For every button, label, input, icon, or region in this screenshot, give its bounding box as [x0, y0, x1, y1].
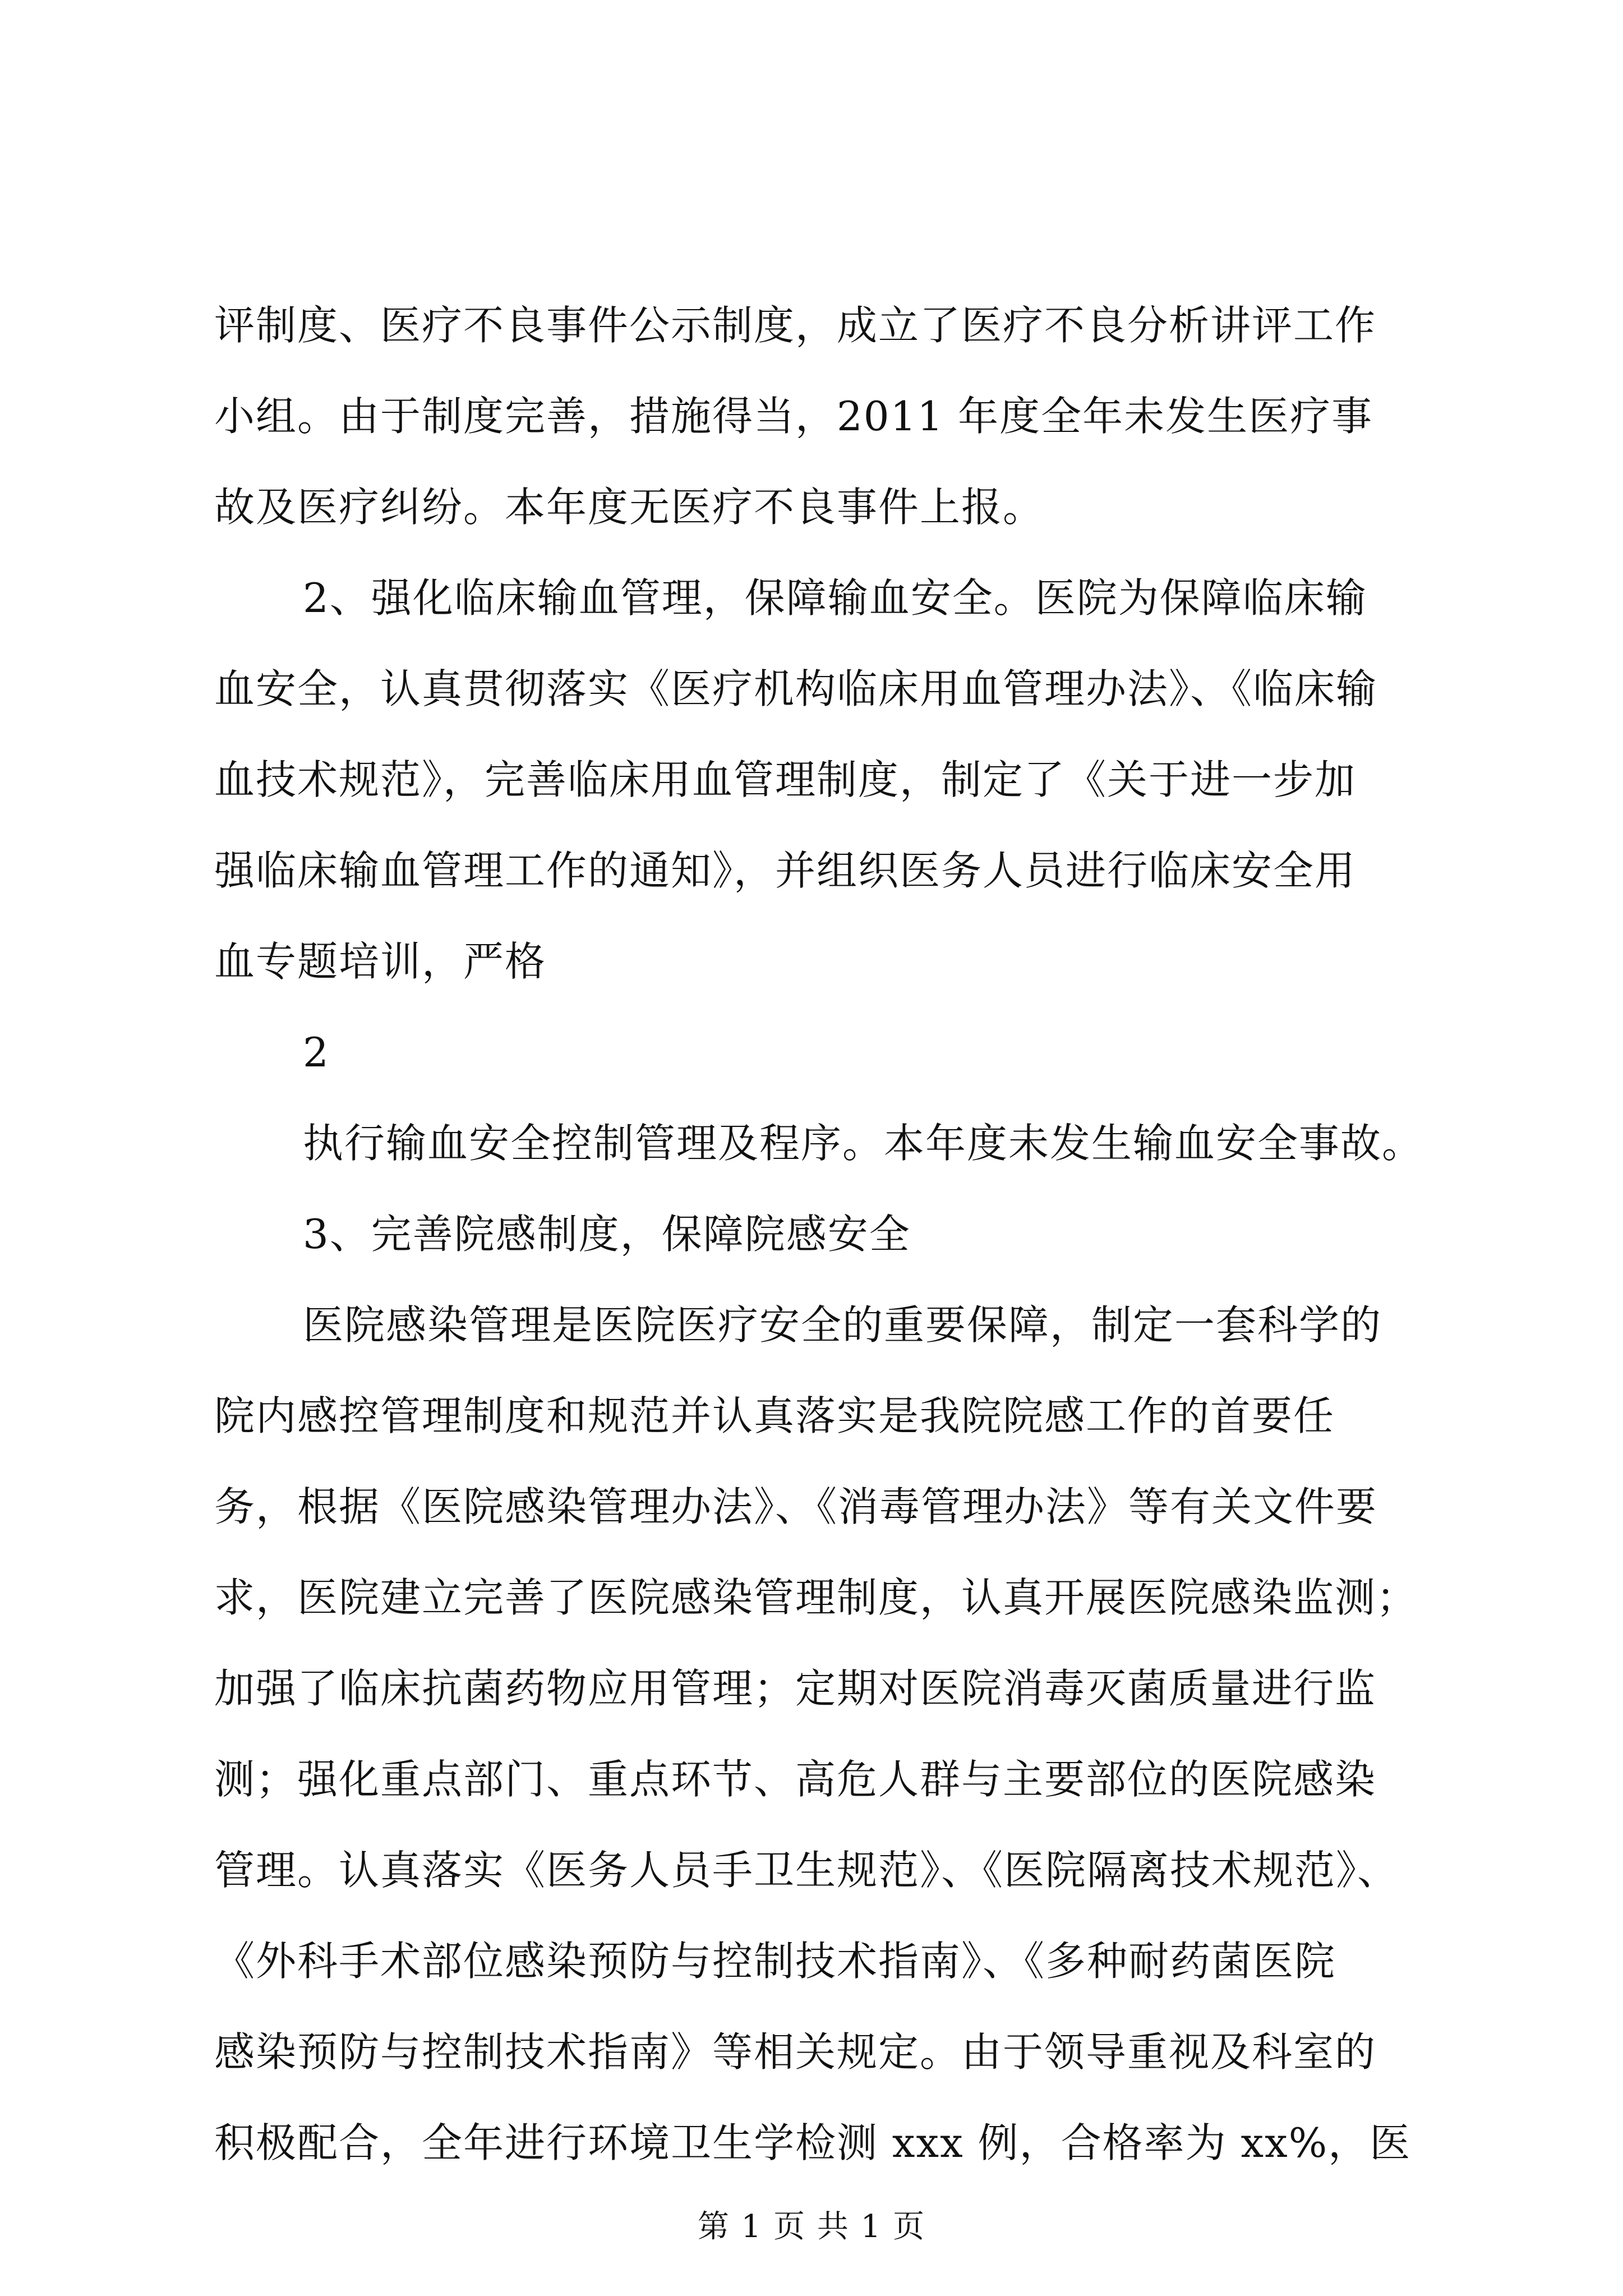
text-line: 血专题培训，严格 [214, 938, 547, 985]
text-line: 血安全，认真贯彻落实《医疗机构临床用血管理办法》、《临床输 [214, 665, 1378, 712]
text-line: 医院感染管理是医院医疗安全的重要保障，制定一套科学的 [303, 1301, 1382, 1349]
text-line: 强临床输血管理工作的通知》，并组织医务人员进行临床安全用 [214, 847, 1357, 894]
text-line: 测；强化重点部门、重点环节、高危人群与主要部位的医院感染 [214, 1756, 1377, 1803]
text-line: 感染预防与控制技术指南》等相关规定。由于领导重视及科室的 [214, 2028, 1377, 2076]
text-line: 务，根据《医院感染管理办法》、《消毒管理办法》等有关文件要 [214, 1483, 1378, 1530]
text-line: 血技术规范》，完善临床用血管理制度，制定了《关于进一步加 [214, 756, 1357, 803]
page-footer: 第 1 页 共 1 页 [697, 2208, 926, 2245]
text-line: 《外科手术部位感染预防与控制技术指南》、《多种耐药菌医院 [214, 1938, 1336, 1985]
text-line: 积极配合，全年进行环境卫生学检测 xxx 例，合格率为 xx%，医 [214, 2119, 1412, 2166]
text-line: 故及医疗纠纷。本年度无医疗不良事件上报。 [214, 484, 1045, 531]
paragraph-heading: 2、强化临床输血管理，保障输血安全。医院为保障临床输 [303, 574, 1367, 622]
text-line: 加强了临床抗菌药物应用管理；定期对医院消毒灭菌质量进行监 [214, 1665, 1377, 1712]
text-line: 院内感控管理制度和规范并认真落实是我院院感工作的首要任 [214, 1392, 1335, 1439]
paragraph-heading: 3、完善院感制度，保障院感安全 [303, 1211, 911, 1258]
page-number-inline: 2 [303, 1029, 330, 1076]
text-line: 求，医院建立完善了医院感染管理制度，认真开展医院感染监测； [214, 1574, 1418, 1621]
text-line: 管理。认真落实《医务人员手卫生规范》、《医院隔离技术规范》、 [214, 1847, 1399, 1894]
text-line: 小组。由于制度完善，措施得当，2011 年度全年未发生医疗事 [214, 393, 1373, 440]
text-line: 执行输血安全控制管理及程序。本年度未发生输血安全事故。 [303, 1120, 1424, 1167]
text-line: 评制度、医疗不良事件公示制度，成立了医疗不良分析讲评工作 [214, 302, 1377, 349]
